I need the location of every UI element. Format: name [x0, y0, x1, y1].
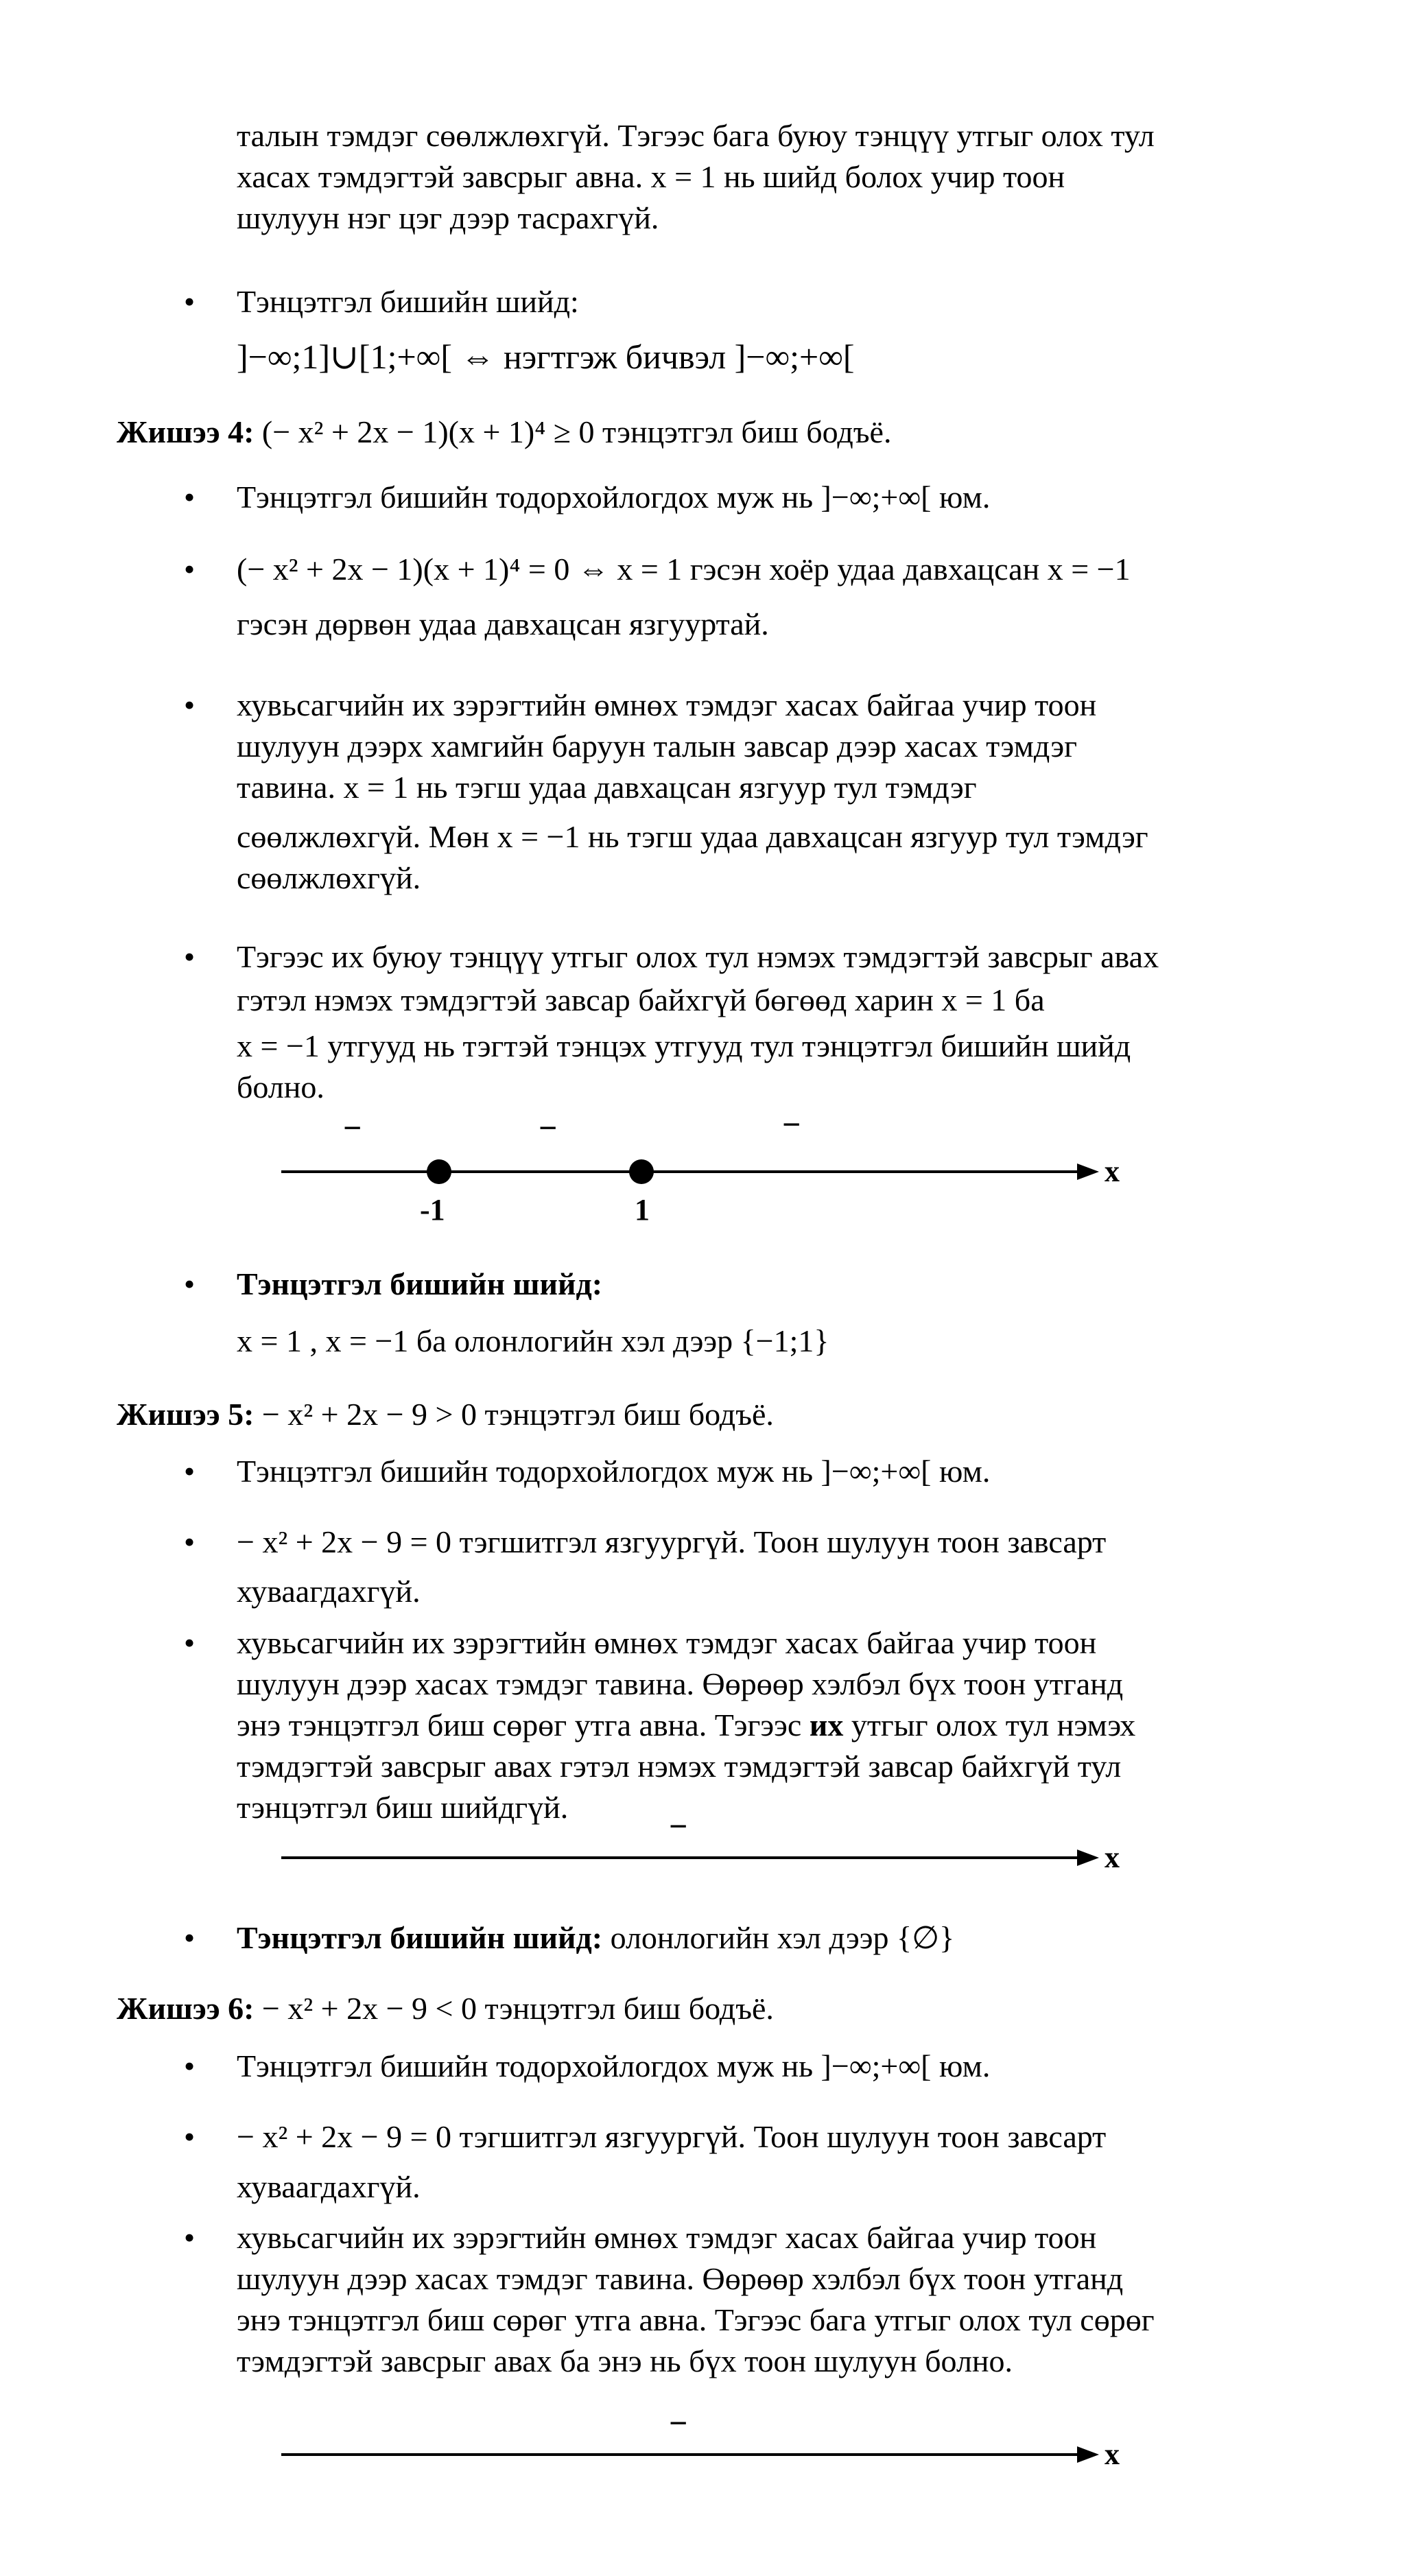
ex4-heading-tail: тэнцэтгэл биш бодъё.: [602, 414, 892, 449]
bullet-dot: •: [184, 687, 196, 722]
sign-interval-1: −: [343, 1110, 362, 1146]
ex6-bullet-1: Тэнцэтгэл бишийн тодорхойлогдох муж нь ]−∞;+∞[ юм.: [237, 2048, 991, 2083]
ex5-title: Жишээ 5:: [117, 1397, 255, 1432]
bullet-dot: •: [184, 1524, 196, 1559]
axis-label: x: [1105, 1841, 1120, 1874]
ex6-bullet-3-line-3: энэ тэнцэтгэл биш сөрөг утга авна. Тэгээс бага утгыг олох тул сөрөг: [237, 2302, 1155, 2337]
ex5-bullet-1: Тэнцэтгэл бишийн тодорхойлогдох муж нь ]−∞;+∞[ юм.: [237, 1454, 991, 1489]
ex5-bullet-3-line-5: тэнцэтгэл биш шийдгүй.: [237, 1790, 569, 1825]
ex4-bullet-1: Тэнцэтгэл бишийн тодорхойлогдох муж нь ]−∞;+∞[ юм.: [237, 480, 991, 515]
ex4-solution-text: x = 1 , x = −1 ба олонлогийн хэл дээр {−1;1}: [237, 1323, 829, 1358]
axis-label: x: [1105, 1155, 1120, 1188]
ex4-bullet-3-line-2: шулуун дээрх хамгийн баруун талын завсар дээр хасах тэмдэг: [237, 729, 1077, 764]
bullet-dot: •: [184, 480, 196, 515]
ex5-bullet-3-line-3-end: утгыг олох тул нэмэх: [843, 1708, 1136, 1742]
ex5-bullet-3-line-2: шулуун дээр хасах тэмдэг тавина. Өөрөөр хэлбэл бүх тоон утганд: [237, 1666, 1124, 1701]
ex6-bullet-2-line-2: хуваагдахгүй.: [237, 2169, 421, 2204]
ex5-emphasis-word: их: [809, 1708, 844, 1742]
ex4-number-line: [0, 1098, 1405, 1235]
ex4-title: Жишээ 4:: [117, 414, 255, 449]
intro-solution-label: Тэнцэтгэл бишийн шийд:: [237, 284, 579, 319]
bullet-dot: •: [184, 1266, 196, 1301]
ex5-bullet-3-line-3-start: энэ тэнцэтгэл биш сөрөг утга авна. Тэгээс: [237, 1708, 810, 1742]
ex4-bullet-4-line-2: гэтэл нэмэх тэмдэгтэй завсар байхгүй бөгөөд харин x = 1 ба: [237, 982, 1045, 1017]
sign-whole-line: −: [669, 1811, 688, 1845]
ex4-bullet-3-line-4: сөөлжлөхгүй. Мөн x = −1 нь тэгш удаа давхацсан язгуур тул тэмдэг: [237, 819, 1148, 854]
ex5-number-line: [0, 1811, 1405, 1893]
bullet-dot: •: [184, 1454, 196, 1489]
ex5-bullet-2-line-2: хуваагдахгүй.: [237, 1574, 421, 1609]
ex5-solution-label: Тэнцэтгэл бишийн шийд:: [237, 1920, 603, 1955]
ex5-bullet-2-line-1: − x² + 2x − 9 = 0 тэгшитгэл язгуургүй. Тоон шулуун тоон завсарт: [237, 1524, 1107, 1559]
ex4-bullet-3-line-5: сөөлжлөхгүй.: [237, 860, 421, 895]
axis-arrow-icon: [1077, 1163, 1099, 1180]
ex6-bullet-2-line-1: − x² + 2x − 9 = 0 тэгшитгэл язгуургүй. Тоон шулуун тоон завсарт: [237, 2119, 1107, 2154]
axis-arrow-icon: [1077, 1850, 1099, 1866]
point-label-1: 1: [635, 1193, 650, 1227]
ex4-solution-label: Тэнцэтгэл бишийн шийд:: [237, 1266, 603, 1301]
ex4-bullet-3-line-1: хувьсагчийн их зэрэгтийн өмнөх тэмдэг хасах байгаа учир тоон: [237, 687, 1097, 722]
ex5-heading: [117, 1394, 774, 1435]
intro-line-2: хасах тэмдэгтэй завсрыг авна. x = 1 нь шийд болох учир тоон: [237, 159, 1065, 194]
ex5-solution-text: олонлогийн хэл дээр {∅}: [610, 1920, 955, 1955]
ex4-bullet-4-line-4: болно.: [237, 1070, 324, 1104]
bullet-dot: •: [184, 2119, 196, 2154]
ex6-title: Жишээ 6:: [117, 1991, 255, 2026]
ex4-heading: [117, 412, 891, 453]
ex5-bullet-3-line-3: [237, 1705, 1135, 1746]
root-point-1: [629, 1159, 654, 1184]
ex5-bullet-3-line-1: хувьсагчийн их зэрэгтийн өмнөх тэмдэг хасах байгаа учир тоон: [237, 1625, 1097, 1660]
ex4-bullet-4-line-1: Тэгээс их буюу тэнцүү утгыг олох тул нэмэх тэмдэгтэй завсрыг авах: [237, 939, 1159, 974]
ex4-bullet-2-line-1: (− x² + 2x − 1)(x + 1)⁴ = 0 ⇔ x = 1 гэсэн хоёр удаа давхацсан x = −1: [237, 552, 1131, 587]
ex4-expression: (− x² + 2x − 1)(x + 1)⁴ ≥ 0: [261, 414, 595, 449]
bullet-dot: •: [184, 939, 196, 974]
bullet-dot: •: [184, 552, 196, 587]
ex5-solution: [237, 1917, 954, 1959]
intro-line-3: шулуун нэг цэг дээр тасрахгүй.: [237, 200, 659, 235]
sign-interval-3: −: [782, 1107, 801, 1143]
ex4-bullet-2-line-2: гэсэн дөрвөн удаа давхацсан язгууртай.: [237, 606, 769, 641]
axis-label: x: [1105, 2437, 1120, 2471]
ex6-bullet-3-line-4: тэмдэгтэй завсрыг авах ба энэ нь бүх тоон шулуун болно.: [237, 2343, 1013, 2378]
ex6-bullet-3-line-1: хувьсагчийн их зэрэгтийн өмнөх тэмдэг хасах байгаа учир тоон: [237, 2220, 1097, 2255]
sign-whole-line: −: [669, 2408, 688, 2442]
intro-solution-math: ]−∞;1]∪[1;+∞[ ⇔ нэгтгэж бичвэл ]−∞;+∞[: [237, 338, 855, 376]
ex6-heading-tail: тэнцэтгэл биш бодъё.: [484, 1991, 774, 2026]
bullet-dot: •: [184, 2220, 196, 2255]
intro-line-1: талын тэмдэг сөөлжлөхгүй. Тэгээс бага буюу тэнцүү утгыг олох тул: [237, 118, 1155, 153]
ex6-heading: [117, 1988, 774, 2029]
ex5-heading-tail: тэнцэтгэл биш бодъё.: [484, 1397, 774, 1432]
ex5-bullet-3-line-4: тэмдэгтэй завсрыг авах гэтэл нэмэх тэмдэгтэй завсар байхгүй тул: [237, 1749, 1122, 1784]
bullet-dot: •: [184, 1625, 196, 1660]
bullet-dot: •: [184, 2048, 196, 2083]
root-point-minus-1: [427, 1159, 451, 1184]
ex5-expression: − x² + 2x − 9 > 0: [261, 1397, 477, 1432]
ex6-number-line: [0, 2408, 1405, 2483]
ex6-bullet-3-line-2: шулуун дээр хасах тэмдэг тавина. Өөрөөр хэлбэл бүх тоон утганд: [237, 2261, 1124, 2296]
sign-interval-2: −: [539, 1110, 558, 1146]
ex4-bullet-4-line-3: x = −1 утгууд нь тэгтэй тэнцэх утгууд тул тэнцэтгэл бишийн шийд: [237, 1028, 1131, 1063]
bullet-dot: •: [184, 284, 196, 319]
ex4-bullet-3-line-3: тавина. x = 1 нь тэгш удаа давхацсан язгуур тул тэмдэг: [237, 770, 977, 805]
ex6-expression: − x² + 2x − 9 < 0: [261, 1991, 477, 2026]
axis-arrow-icon: [1077, 2446, 1099, 2463]
point-label-minus-1: -1: [420, 1193, 445, 1227]
bullet-dot: •: [184, 1920, 196, 1955]
